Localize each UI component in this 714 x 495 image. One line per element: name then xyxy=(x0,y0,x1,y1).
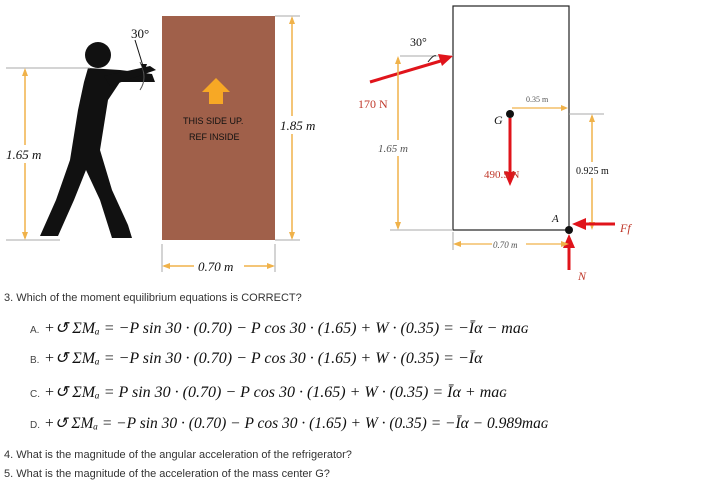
force-label: 170 N xyxy=(358,97,388,111)
center-label: G xyxy=(494,113,503,127)
left-angle-label: 30° xyxy=(131,26,150,41)
weight-label: 490.5 N xyxy=(484,169,520,181)
option-equation: +↺ ΣMₐ = −P sin 30 · (0.70) − P cos 30 · (1.65) + W · (0.35) = −Īα − 0.989maɢ xyxy=(44,415,549,432)
force-arrow-icon xyxy=(438,54,453,66)
option-letter: D. xyxy=(30,420,40,431)
right-height-label: 1.65 m xyxy=(378,143,408,155)
point-a-dot xyxy=(565,226,573,234)
option-b[interactable] xyxy=(30,348,483,368)
option-letter: B. xyxy=(30,355,40,366)
right-offset-label: 0.925 m xyxy=(576,166,609,177)
normal-label: N xyxy=(578,269,587,283)
box-label-line2: REF INSIDE xyxy=(189,132,240,142)
left-height-label: 1.65 m xyxy=(6,147,42,162)
friction-label: Ff xyxy=(620,221,631,235)
question-5: 5. What is the magnitude of the acceleration of the mass center G? xyxy=(4,468,330,480)
right-figure xyxy=(340,0,714,290)
left-figure xyxy=(0,0,330,290)
person-silhouette xyxy=(40,42,156,238)
question-3: 3. Which of the moment equilibrium equations is CORRECT? xyxy=(4,292,302,304)
normal-arrow-icon xyxy=(563,234,575,248)
center-of-mass-dot xyxy=(506,110,514,118)
refrigerator-box xyxy=(162,16,275,240)
option-c[interactable] xyxy=(30,382,507,402)
right-width-label: 0.70 m xyxy=(493,240,518,250)
option-d[interactable] xyxy=(30,414,548,433)
option-letter: A. xyxy=(30,325,40,336)
box-label-line1: THIS SIDE UP. xyxy=(183,116,244,126)
option-equation: +↺ ΣMₐ = −P sin 30 · (0.70) − P cos 30 · (1.65) + W · (0.35) = −Īα xyxy=(44,350,483,367)
question-4: 4. What is the magnitude of the angular acceleration of the refrigerator? xyxy=(4,449,352,461)
left-width-label: 0.70 m xyxy=(198,259,234,274)
option-a[interactable] xyxy=(30,318,529,338)
box-height-label: 1.85 m xyxy=(280,118,316,133)
option-letter: C. xyxy=(30,389,40,400)
option-equation: +↺ ΣMₐ = −P sin 30 · (0.70) − P cos 30 · (1.65) + W · (0.35) = −Īα − maɢ xyxy=(44,320,529,337)
offset-label: 0.35 m xyxy=(526,95,549,104)
point-label: A xyxy=(552,213,559,225)
option-equation: +↺ ΣMₐ = P sin 30 · (0.70) − P cos 30 · (1.65) + W · (0.35) = Īα + maɢ xyxy=(44,384,508,401)
friction-arrow-icon xyxy=(572,218,586,230)
right-angle-label: 30° xyxy=(410,35,427,49)
